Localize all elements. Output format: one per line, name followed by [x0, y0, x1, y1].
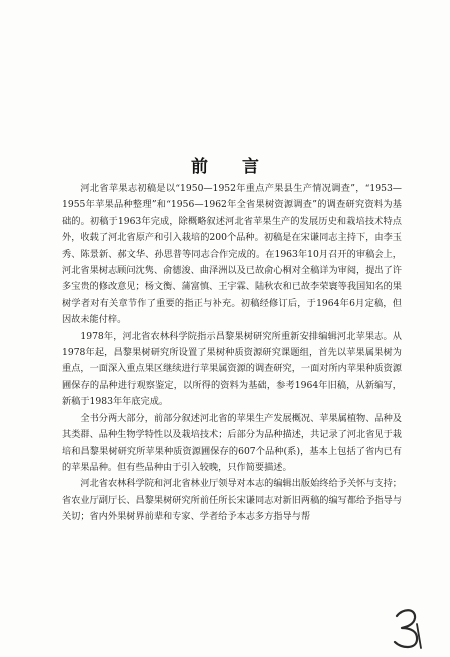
handwritten-3-mark: [386, 604, 426, 652]
paragraph-4: 河北省农林科学院和河北省林业厅领导对本志的编辑出版始终给予关怀与支持；省农业厅副厅长、昌黎果树研究所前任所长宋谦同志对新旧两稿的编写都给予指导与关切；省内外果树界前辈和专家、学者给予本志多方指导与帮: [62, 478, 402, 523]
handwritten-page-number: [386, 604, 426, 652]
preface-body: [62, 181, 402, 526]
paragraph-1: 河北省苹果志初稿是以“1950—1952年重点产果县生产情况调查”，“1953—1955年苹果品种整理”和“1956—1962年全省果树资源调查”的调查研究资料为基础的。初稿于1963年完成，除概略叙述河北省苹果生产的发展历史和栽培技术特点外，收载了河北省原产和引入栽培的200个品种。初稿是在宋谦同志主持下，由李玉秀、陈景新、郝文华、孙思普等同志合作完成的。在1963年10月召开的审稿会上，河北省果树志顾问沈隽、俞德浚、曲泽洲以及已故俞心桐对全稿详为审阅，提出了许多宝贵的修改意见；杨文衡、蒲富慎、王宇霖、陆秋农和已故李荣寰等我国知名的果树学者对有关章节作了重要的指正与补充。初稿经修订后，于1964年6月定稿，但因故未能付梓。: [62, 183, 402, 326]
page-title: 前 言: [191, 157, 273, 177]
paragraph-2: 1978年，河北省农林科学院指示昌黎果树研究所重新安排编辑河北苹果志。从1978年起，昌黎果树研究所设置了果树种质资源研究课题组，首先以苹果属果树为重点，一面深入重点果区继续进行苹果属资源的调查研究，一面对所内苹果种质资源圃保存的品种进行观察鉴定，以所得的资料为基础，参考1964年旧稿，从新编写，新稿于1983年年底完成。: [62, 330, 402, 408]
paragraph-3: 全书分两大部分，前部分叙述河北省的苹果生产发展概况、苹果属植物、品种及其类群、品种生物学特性以及栽培技术；后部分为品种描述，共记录了河北省见于栽培和昌黎果树研究所苹果种质资源圃保存的607个品种(系)，基本上包括了省内已有的苹果品种。但有些品种由于引入较晚，只作简要描述。: [62, 412, 402, 473]
